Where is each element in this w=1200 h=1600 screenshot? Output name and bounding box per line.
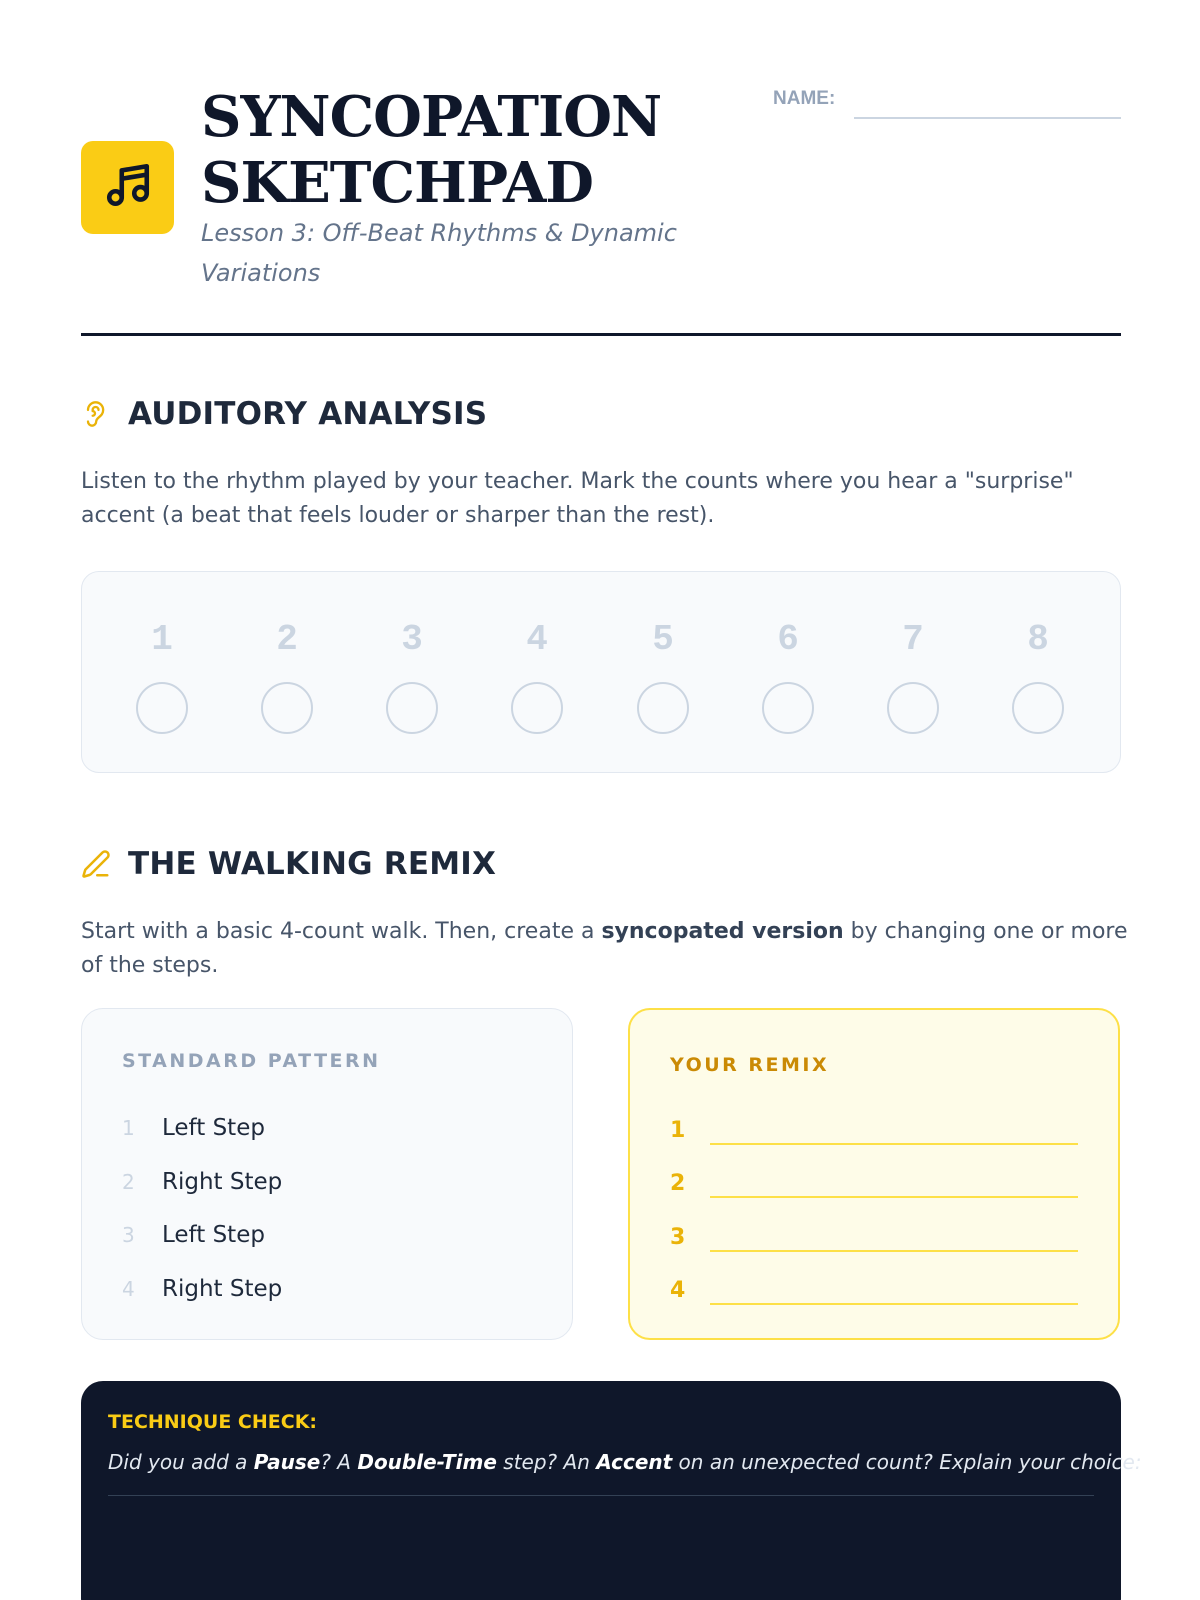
step-number: 2 — [122, 1170, 135, 1194]
remix-row — [670, 1275, 1090, 1305]
intro-text: by changing one or more of the steps. — [81, 919, 1128, 978]
step-number: 4 — [670, 1277, 686, 1303]
step-number: 1 — [122, 1116, 135, 1140]
lesson-subtitle: Lesson 3: Off-Beat Rhythms & Dynamic Variations — [201, 219, 677, 287]
title-line-1: SYNCOPATION — [201, 84, 662, 150]
section-title: THE WALKING REMIX — [128, 846, 497, 882]
count-number: 6 — [777, 619, 799, 660]
remix-answer-line[interactable] — [710, 1196, 1078, 1198]
question-text: on an unexpected count? Explain your choice: — [672, 1450, 1142, 1474]
answer-line[interactable] — [108, 1495, 1094, 1496]
count-marker-panel — [81, 571, 1121, 773]
remix-instructions — [81, 915, 1131, 983]
count-number: 3 — [401, 619, 423, 660]
logo-badge — [81, 141, 174, 234]
count-column — [384, 616, 440, 734]
remix-row — [670, 1115, 1090, 1145]
count-number: 8 — [1027, 619, 1049, 660]
step-number: 2 — [670, 1170, 686, 1196]
intro-text: Start with a basic 4-count walk. Then, create a — [81, 919, 602, 944]
count-circle[interactable] — [261, 682, 313, 734]
step-text: Left Step — [162, 1222, 265, 1248]
count-number: 7 — [902, 619, 924, 660]
step-text: Right Step — [162, 1276, 283, 1302]
count-column — [885, 616, 941, 734]
step-row — [122, 1220, 542, 1250]
step-text: Right Step — [162, 1169, 283, 1195]
count-circle[interactable] — [887, 682, 939, 734]
question-text: step? An — [496, 1450, 597, 1474]
worksheet-title — [201, 84, 661, 216]
count-column — [1010, 616, 1066, 734]
count-number: 2 — [276, 619, 298, 660]
count-column — [509, 616, 565, 734]
count-column — [760, 616, 816, 734]
step-row — [122, 1274, 542, 1304]
step-row — [122, 1167, 542, 1197]
step-number: 3 — [670, 1224, 686, 1250]
remix-answer-line[interactable] — [710, 1143, 1078, 1145]
count-circle[interactable] — [1012, 682, 1064, 734]
count-circle[interactable] — [637, 682, 689, 734]
technique-question — [108, 1450, 1142, 1474]
section-title: AUDITORY ANALYSIS — [128, 396, 488, 432]
count-circle[interactable] — [136, 682, 188, 734]
card-label: STANDARD PATTERN — [122, 1050, 381, 1072]
question-emphasis: Double-Time — [357, 1450, 497, 1474]
card-label: YOUR REMIX — [670, 1054, 830, 1076]
worksheet-header — [81, 80, 1121, 336]
count-column — [259, 616, 315, 734]
step-number: 3 — [122, 1223, 135, 1247]
count-column — [134, 616, 190, 734]
step-number: 4 — [122, 1277, 135, 1301]
remix-row — [670, 1168, 1090, 1198]
remix-row — [670, 1222, 1090, 1252]
count-number: 4 — [526, 619, 548, 660]
section-heading-remix — [81, 846, 496, 882]
technique-check-panel — [81, 1381, 1142, 1600]
question-emphasis: Accent — [596, 1450, 673, 1474]
your-remix-card — [628, 1008, 1120, 1340]
name-field[interactable] — [854, 117, 1121, 119]
pencil-icon — [81, 846, 111, 882]
music-note-icon — [103, 160, 153, 215]
question-emphasis: Pause — [253, 1450, 321, 1474]
name-label: NAME: — [773, 88, 836, 109]
step-text: Left Step — [162, 1115, 265, 1141]
count-number: 5 — [652, 619, 674, 660]
count-circle[interactable] — [762, 682, 814, 734]
intro-emphasis: syncopated version — [601, 919, 844, 944]
standard-pattern-card — [81, 1008, 573, 1340]
question-text: Did you add a — [108, 1450, 254, 1474]
technique-label: TECHNIQUE CHECK: — [108, 1411, 318, 1433]
remix-answer-line[interactable] — [710, 1303, 1078, 1305]
section-heading-auditory — [81, 396, 487, 432]
step-number: 1 — [670, 1117, 686, 1143]
question-text: ? A — [320, 1450, 358, 1474]
step-row — [122, 1113, 542, 1143]
title-line-2: SKETCHPAD — [201, 150, 593, 216]
count-circle[interactable] — [386, 682, 438, 734]
count-number: 1 — [151, 619, 173, 660]
auditory-instructions: Listen to the rhythm played by your teacher. Mark the counts where you hear a "surprise" accent (a beat that feels louder or sharper than the rest). — [81, 469, 1074, 528]
ear-icon — [81, 396, 111, 432]
count-column — [635, 616, 691, 734]
count-circle[interactable] — [511, 682, 563, 734]
remix-answer-line[interactable] — [710, 1250, 1078, 1252]
